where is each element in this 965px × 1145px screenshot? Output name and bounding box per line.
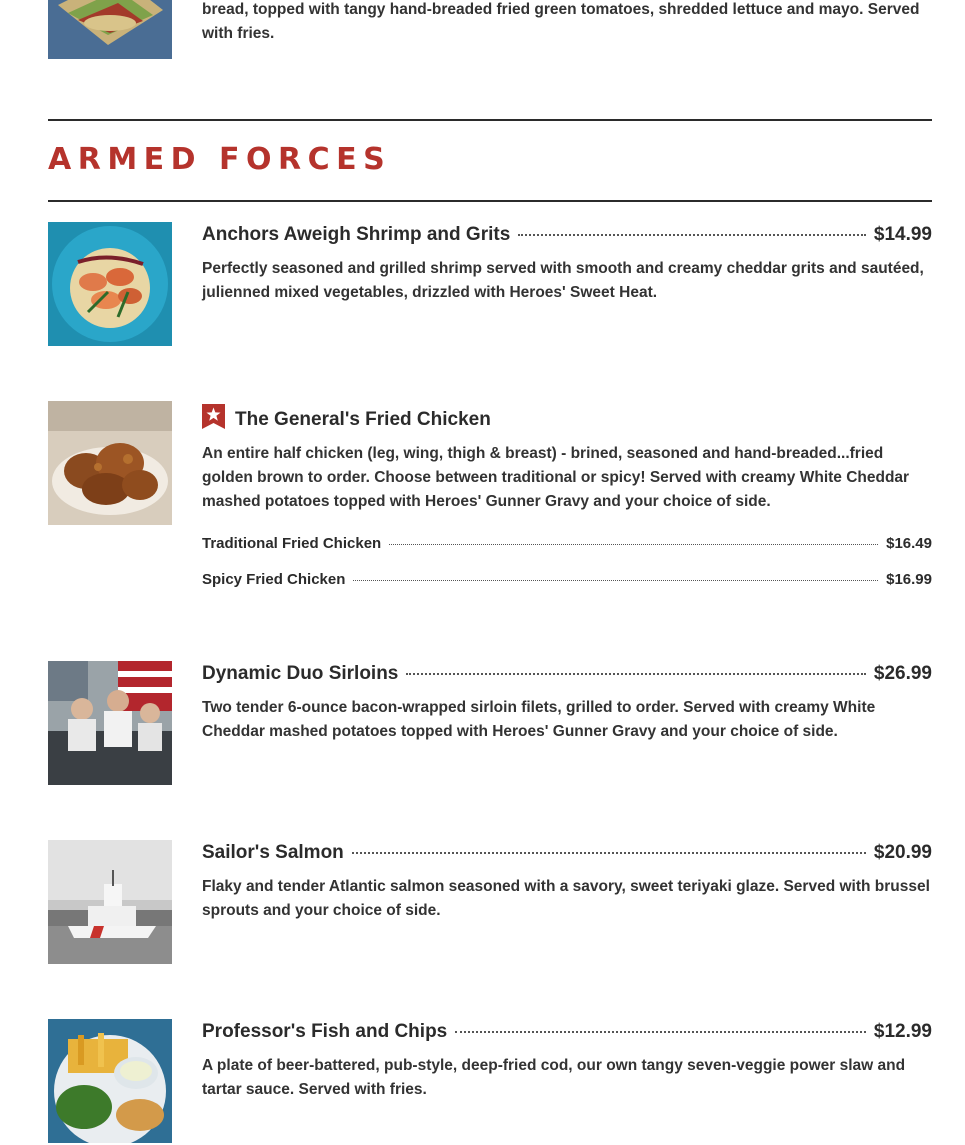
leader-dots (389, 544, 878, 545)
shrimp-grits-photo (48, 222, 172, 346)
veterans-parade-photo (48, 661, 172, 785)
variant-name: Traditional Fried Chicken (202, 535, 382, 552)
variant-price: $16.99 (886, 571, 932, 588)
item-description: Perfectly seasoned and grilled shrimp served with smooth and creamy cheddar grits and sautéed, julienned mixed vegetables, drizzled with Heroes' Sweet Heat. (202, 260, 924, 301)
item-price: $26.99 (873, 663, 932, 684)
menu-item-sailors-salmon[interactable] (202, 839, 932, 923)
item-name: The General's Fried Chicken (235, 409, 491, 430)
item-price: $20.99 (873, 842, 932, 863)
coast-guard-ship-photo (48, 840, 172, 964)
previous-item-description: bread, topped with tangy hand-breaded fried green tomatoes, shredded lettuce and mayo. Served with fries. (202, 1, 920, 42)
item-description: A plate of beer-battered, pub-style, deep-fried cod, our own tangy seven-veggie power slaw and tartar sauce. Served with fries. (202, 1057, 906, 1098)
previous-item-photo (48, 0, 172, 59)
item-name: Sailor's Salmon (202, 842, 344, 863)
variant-price: $16.49 (886, 535, 932, 552)
item-description: Flaky and tender Atlantic salmon seasoned with a savory, sweet teriyaki glaze. Served with brussel sprouts and your choice of side. (202, 878, 930, 919)
item-description: An entire half chicken (leg, wing, thigh & breast) - brined, seasoned and hand-breaded...fried golden brown to order. Choose between traditional or spicy! Served with creamy White Cheddar mashed potatoes topped with Heroes' Gunner Gravy and your choice of side. (202, 445, 910, 510)
menu-item-generals-fried-chicken[interactable] (202, 400, 932, 594)
fish-and-chips-photo (48, 1019, 172, 1143)
variant-name: Spicy Fried Chicken (202, 571, 346, 588)
item-name: Dynamic Duo Sirloins (202, 663, 399, 684)
menu-item-dynamic-duo-sirloins[interactable] (202, 660, 932, 744)
fried-chicken-photo (48, 401, 172, 525)
item-description: Two tender 6-ounce bacon-wrapped sirloin filets, grilled to order. Served with creamy White Cheddar mashed potatoes topped with Heroes' Gunner Gravy and your choice of side. (202, 699, 876, 740)
item-price: $14.99 (873, 224, 932, 245)
item-price: $12.99 (873, 1021, 932, 1042)
item-name: Anchors Aweigh Shrimp and Grits (202, 224, 511, 245)
section-title: ARMED FORCES (48, 142, 392, 177)
variant-traditional[interactable] (202, 530, 932, 558)
leader-dots (353, 580, 878, 581)
variant-spicy[interactable] (202, 566, 932, 594)
leader-dots (352, 852, 866, 854)
section-top-rule (48, 119, 932, 121)
star-icon (202, 404, 225, 429)
section-bottom-rule (48, 200, 932, 202)
item-name: Professor's Fish and Chips (202, 1021, 448, 1042)
menu-item-professors-fish-and-chips[interactable] (202, 1018, 932, 1102)
leader-dots (455, 1031, 866, 1033)
leader-dots (518, 234, 866, 236)
menu-item-shrimp-grits[interactable] (202, 221, 932, 305)
leader-dots (406, 673, 866, 675)
